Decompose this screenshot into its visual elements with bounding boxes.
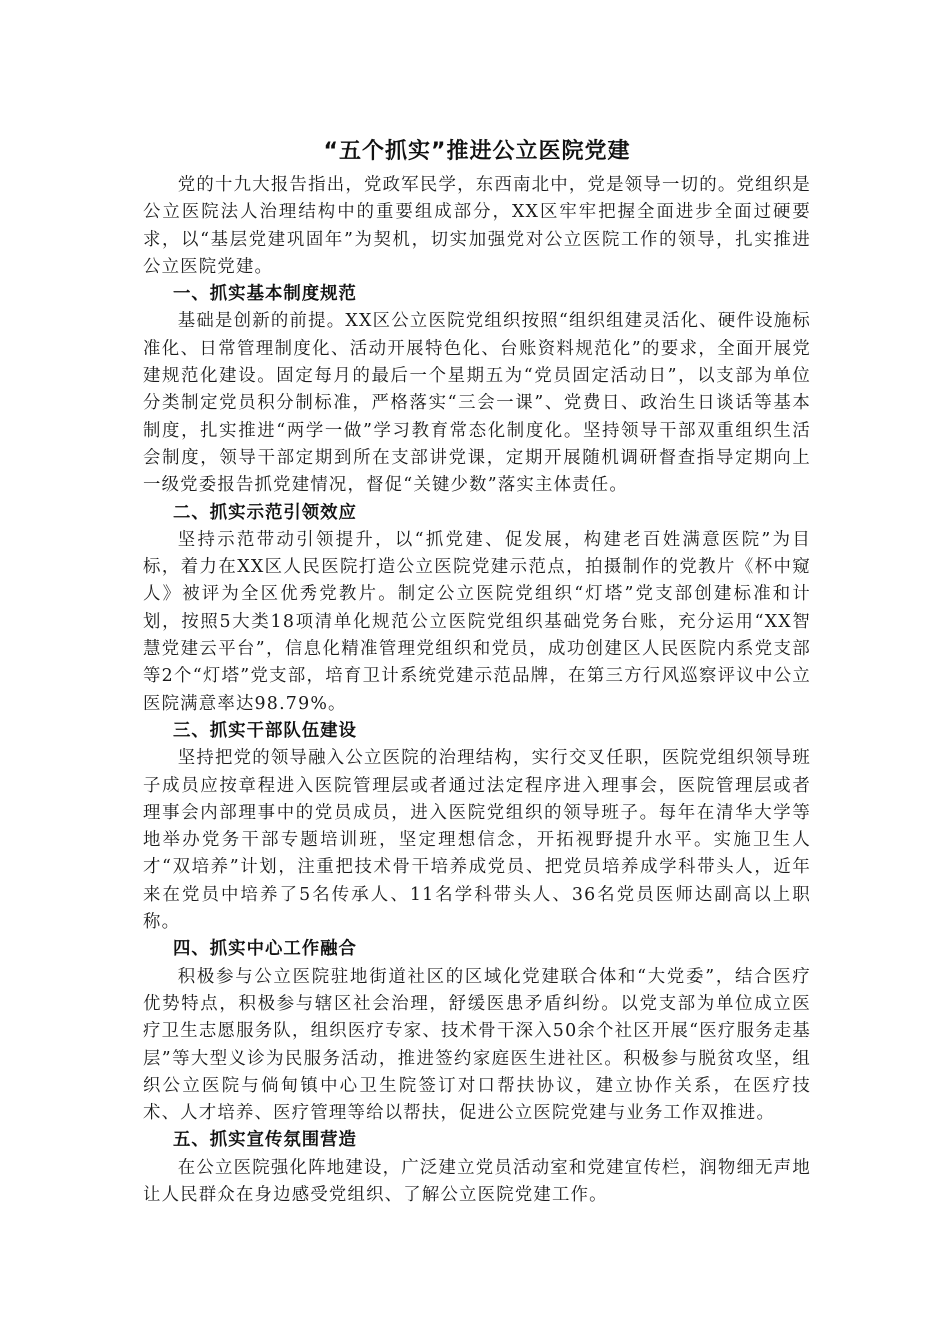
section-body-1: 基础是创新的前提。XX区公立医院党组织按照“组织组建灵活化、硬件设施标准化、日常管理制度化、活动开展特色化、台账资料规范化”的要求，全面开展党建规范化建设。固定每月的最后一个星期五为“党员固定活动日”，以支部为单位分类制定党员积分制标准，严格落实“三会一课”、党费日、政治生日谈话等基本制度，扎实推进“两学一做”学习教育常态化制度化。坚持领导干部双重组织生活会制度，领导干部定期到所在支部讲党课，定期开展随机调研督查指导定期向上一级党委报告抓党建情况，督促“关键少数”落实主体责任。 [143, 311, 811, 496]
section-heading-4: 四、抓实中心工作融合 [173, 939, 357, 960]
section-body-2: 坚持示范带动引领提升，以“抓党建、促发展，构建老百姓满意医院”为目标，着力在XX区人民医院打造公立医院党建示范点，拍摄制作的党教片《杯中窥人》被评为全区优秀党教片。制定公立医院党组织“灯塔”党支部创建标准和计划，按照5大类18项清单化规范公立医院党组织基础党务台账，充分运用“XX智慧党建云平台”，信息化精准管理党组织和党员，成功创建区人民医院内系党支部等2个“灯塔”党支部，培育卫计系统党建示范品牌，在第三方行风巡察评议中公立医院满意率达98.79%。 [143, 529, 811, 714]
section-heading-1: 一、抓实基本制度规范 [173, 284, 357, 305]
document-title: “五个抓实”推进公立医院党建 [323, 139, 631, 164]
section-body-5: 在公立医院强化阵地建设，广泛建立党员活动室和党建宣传栏，润物细无声地让人民群众在身边感受党组织、了解公立医院党建工作。 [143, 1157, 811, 1205]
section-body-3: 坚持把党的领导融入公立医院的治理结构，实行交叉任职，医院党组织领导班子成员应按章程进入医院管理层或者通过法定程序进入理事会，医院管理层或者理事会内部理事中的党员成员，进入医院党组织的领导班子。每年在清华大学等地举办党务干部专题培训班，坚定理想信念，开拓视野提升水平。实施卫生人才“双培养”计划，注重把技术骨干培养成党员、把党员培养成学科带头人，近年来在党员中培养了5名传承人、11名学科带头人、36名党员医师达副高以上职称。 [143, 748, 811, 933]
intro-paragraph: 党的十九大报告指出，党政军民学，东西南北中，党是领导一切的。党组织是公立医院法人治理结构中的重要组成部分，XX区牢牢把握全面进步全面过硬要求，以“基层党建巩固年”为契机，切实加强党对公立医院工作的领导，扎实推进公立医院党建。 [143, 175, 811, 277]
section-heading-5: 五、抓实宣传氛围营造 [173, 1130, 357, 1151]
document-page [143, 0, 811, 1209]
section-heading-3: 三、抓实干部队伍建设 [173, 720, 357, 741]
section-body-4: 积极参与公立医院驻地街道社区的区域化党建联合体和“大党委”，结合医疗优势特点，积极参与辖区社会治理，舒缓医患矛盾纠纷。以党支部为单位成立医疗卫生志愿服务队，组织医疗专家、技术骨干深入50余个社区开展“医疗服务走基层”等大型义诊为民服务活动，推进签约家庭医生进社区。积极参与脱贫攻坚，组织公立医院与倘甸镇中心卫生院签订对口帮扶协议，建立协作关系，在医疗技术、人才培养、医疗管理等给以帮扶，促进公立医院党建与业务工作双推进。 [143, 966, 811, 1124]
section-heading-2: 二、抓实示范引领效应 [173, 502, 357, 523]
